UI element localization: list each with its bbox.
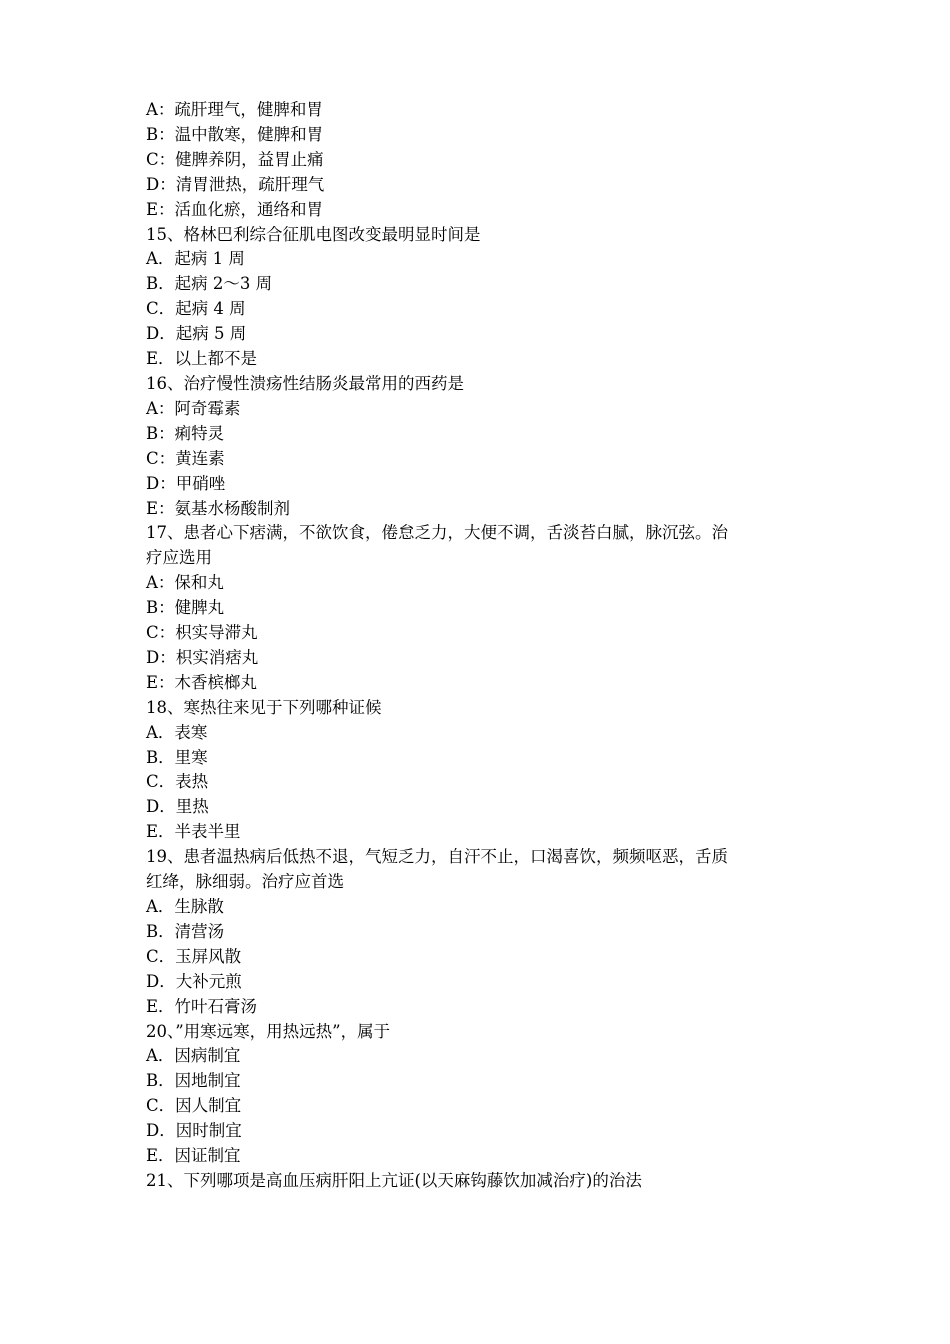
option-d-q16: D：甲硝唑: [146, 473, 226, 493]
option-b-q15: B．起病 2～3 周: [146, 274, 273, 294]
question-15: 15、格林巴利综合征肌电图改变最明显时间是: [146, 224, 481, 244]
option-a-q17: A：保和丸: [146, 573, 224, 593]
option-c-q17: C：枳实导滞丸: [146, 623, 258, 643]
question-17-line-1: 17、患者心下痞满，不欲饮食，倦怠乏力，大便不调，舌淡苔白腻，脉沉弦。治: [146, 523, 728, 543]
option-b-q16: B：痢特灵: [146, 423, 225, 443]
option-c-q19: C．玉屏风散: [146, 946, 242, 966]
option-c-q18: C．表热: [146, 772, 209, 792]
question-19-line-2: 红绛，脉细弱。治疗应首选: [146, 872, 344, 892]
question-20: 20、”用寒远寒，用热远热”，属于: [146, 1021, 391, 1041]
option-d-q18: D．里热: [146, 797, 209, 817]
option-d-q19: D．大补元煎: [146, 971, 242, 991]
option-b-q18: B．里寒: [146, 747, 208, 767]
exam-text-body: [146, 98, 818, 1194]
option-a-q20: A．因病制宜: [146, 1046, 241, 1066]
question-16: 16、治疗慢性溃疡性结肠炎最常用的西药是: [146, 373, 464, 393]
option-d-q14: D：清胃泄热，疏肝理气: [146, 174, 325, 194]
option-e-q14: E：活血化瘀，通络和胃: [146, 199, 324, 219]
option-b-q14: B：温中散寒，健脾和胃: [146, 124, 324, 144]
option-d-q15: D．起病 5 周: [146, 324, 247, 344]
option-c-q14: C：健脾养阴，益胃止痛: [146, 149, 324, 169]
option-e-q19: E．竹叶石膏汤: [146, 996, 258, 1016]
option-b-q20: B．因地制宜: [146, 1071, 241, 1091]
option-c-q16: C：黄连素: [146, 448, 225, 468]
option-e-q16: E：氨基水杨酸制剂: [146, 498, 291, 518]
option-e-q18: E．半表半里: [146, 822, 241, 842]
option-a-q18: A．表寒: [146, 722, 208, 742]
option-c-q15: C．起病 4 周: [146, 299, 246, 319]
question-19-line-1: 19、患者温热病后低热不退，气短乏力，自汗不止，口渴喜饮，频频呕恶，舌质: [146, 847, 728, 867]
option-e-q20: E．因证制宜: [146, 1146, 241, 1166]
option-e-q17: E：木香槟榔丸: [146, 672, 258, 692]
option-d-q20: D．因时制宜: [146, 1121, 242, 1141]
option-b-q17: B：健脾丸: [146, 598, 225, 618]
option-c-q20: C．因人制宜: [146, 1096, 242, 1116]
option-b-q19: B．清营汤: [146, 921, 225, 941]
question-21: 21、下列哪项是高血压病肝阳上亢证(以天麻钩藤饮加减治疗)的治法: [146, 1170, 642, 1190]
option-a-q14: A：疏肝理气，健脾和胃: [146, 100, 323, 119]
option-d-q17: D：枳实消痞丸: [146, 647, 259, 667]
option-a-q15: A．起病 1 周: [146, 249, 245, 269]
option-a-q19: A．生脉散: [146, 897, 224, 916]
option-e-q15: E．以上都不是: [146, 349, 258, 369]
option-a-q16: A：阿奇霉素: [146, 398, 241, 418]
question-17-line-2: 疗应选用: [146, 548, 212, 568]
question-18: 18、寒热往来见于下列哪种证候: [146, 697, 382, 717]
